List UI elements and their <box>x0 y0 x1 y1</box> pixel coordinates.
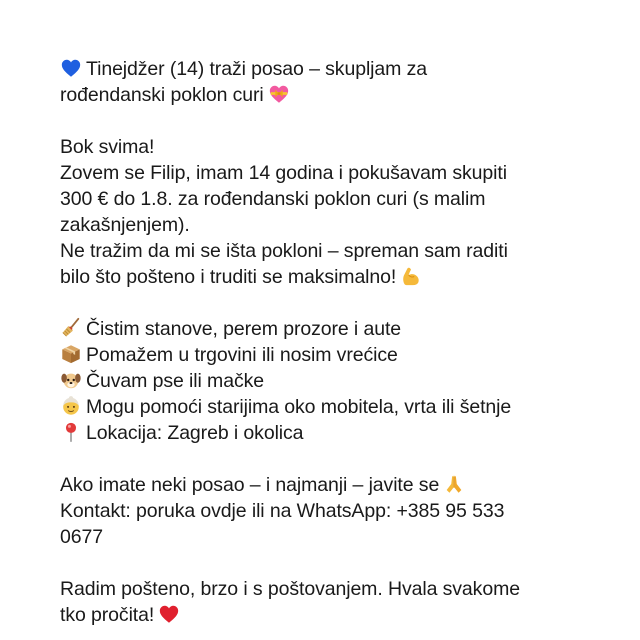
intro-line-3: zakašnjenjem). <box>60 214 190 236</box>
closing-text-2: tko pročita! <box>60 604 155 626</box>
spacer <box>60 290 620 316</box>
spacer <box>60 550 620 576</box>
intro-line-5 <box>60 264 620 290</box>
dog-face-icon <box>60 369 82 391</box>
spacer <box>60 446 620 472</box>
intro-line-4: Ne tražim da mi se išta pokloni – spreman sam raditi <box>60 240 508 262</box>
spacer <box>60 108 620 134</box>
service-item-elderly <box>60 394 620 420</box>
intro-line-2: 300 € do 1.8. za rođendanski poklon curi (s malim <box>60 188 486 210</box>
service-item-pets <box>60 368 620 394</box>
call-text: Ako imate neki posao – i najmanji – javite se <box>60 474 440 496</box>
closing-line-1: Radim pošteno, brzo i s poštovanjem. Hvala svakome <box>60 578 520 600</box>
service-text-elderly: Mogu pomoći starijima oko mobitela, vrta ili šetnje <box>86 396 512 418</box>
older-person-icon <box>60 395 82 417</box>
post-text <box>60 56 620 628</box>
blue-heart-icon <box>60 57 82 79</box>
service-text-cleaning: Čistim stanove, perem prozore i aute <box>86 318 402 340</box>
title-text-2: rođendanski poklon curi <box>60 84 264 106</box>
title-line-2 <box>60 82 620 108</box>
heart-with-ribbon-icon <box>268 83 290 105</box>
intro-line-1: Zovem se Filip, imam 14 godina i pokušavam skupiti <box>60 162 507 184</box>
call-line <box>60 472 620 498</box>
greeting-line: Bok svima! <box>60 136 155 158</box>
service-item-location <box>60 420 620 446</box>
package-icon <box>60 343 82 365</box>
closing-line-2 <box>60 602 620 628</box>
red-heart-icon <box>158 603 180 625</box>
title-line-1 <box>60 56 620 82</box>
contact-line-1: Kontakt: poruka ovdje ili na WhatsApp: +385 95 533 <box>60 500 505 522</box>
service-text-pets: Čuvam pse ili mačke <box>86 370 264 392</box>
broom-icon <box>60 317 82 339</box>
title-text-1: Tinejdžer (14) traži posao – skupljam za <box>86 58 428 80</box>
location-pin-icon <box>60 421 82 443</box>
folded-hands-icon <box>443 473 465 495</box>
service-item-cleaning <box>60 316 620 342</box>
service-item-shopping <box>60 342 620 368</box>
contact-line-2: 0677 <box>60 526 103 548</box>
service-text-shopping: Pomažem u trgovini ili nosim vrećice <box>86 344 398 366</box>
intro-text-5: bilo što pošteno i truditi se maksimalno! <box>60 266 397 288</box>
flexed-biceps-icon <box>400 265 422 287</box>
service-text-location: Lokacija: Zagreb i okolica <box>86 422 304 444</box>
